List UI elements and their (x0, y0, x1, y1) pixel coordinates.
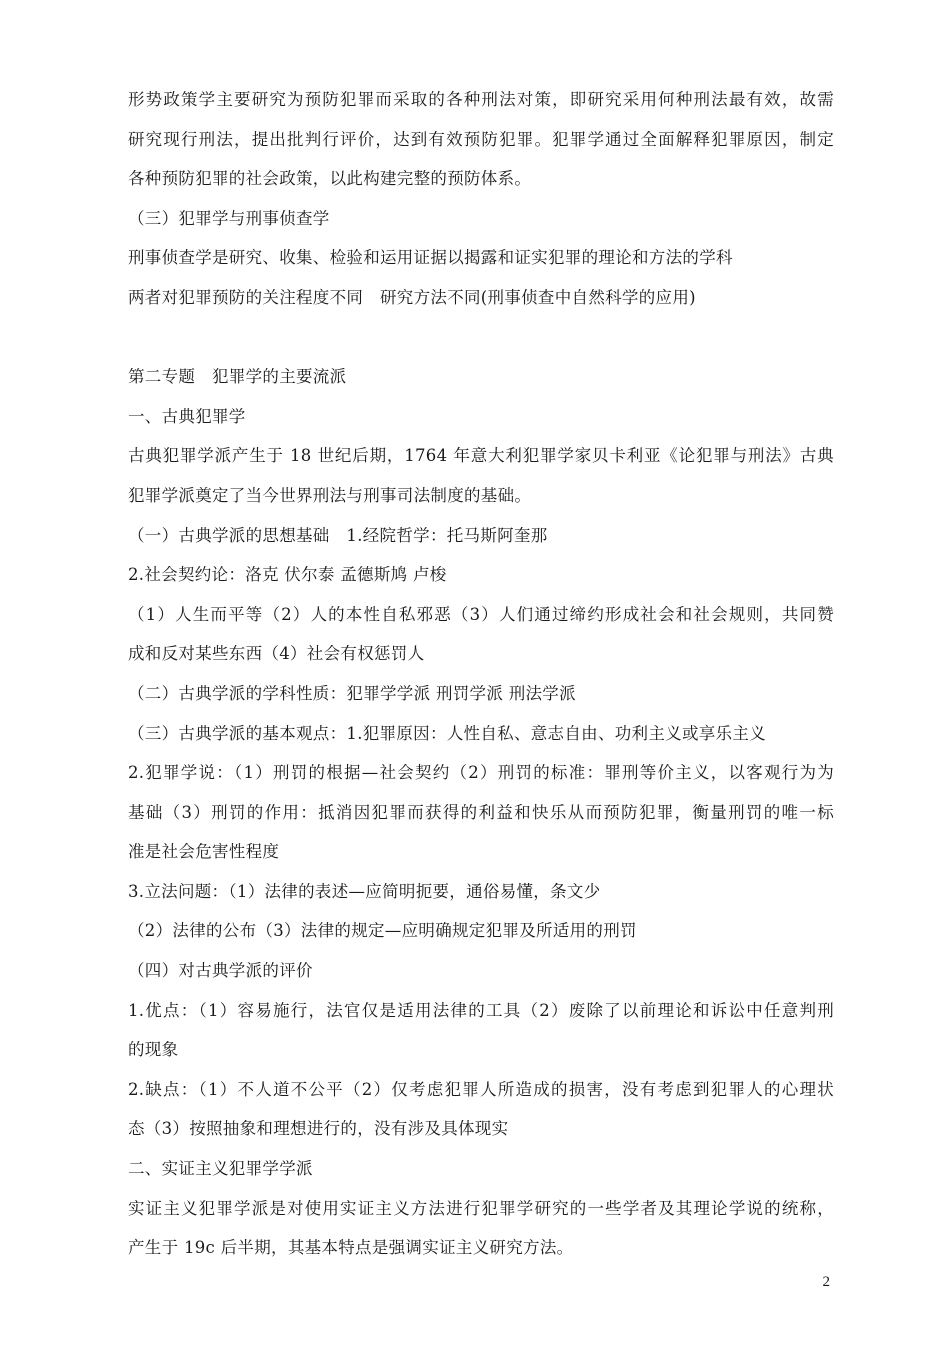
text-line: 形势政策学主要研究为预防犯罪而采取的各种刑法对策，即研究采用何种刑法最有效，故需 (128, 90, 834, 109)
text-line: 2.社会契约论：洛克 伏尔泰 孟德斯鸠 卢梭 (128, 565, 447, 585)
page-number: 2 (822, 1274, 830, 1290)
section-heading: 二、实证主义犯罪学学派 (128, 1159, 313, 1179)
text-line: 准是社会危害性程度 (128, 842, 280, 862)
chapter-heading: 第二专题 犯罪学的主要流派 (128, 367, 347, 387)
section-heading: 一、古典犯罪学 (128, 406, 246, 426)
text-line: 各种预防犯罪的社会政策，以此构建完整的预防体系。 (128, 169, 532, 189)
text-line: 基础（3）刑罚的作用：抵消因犯罪而获得的利益和快乐从而预防犯罪，衡量刑罚的唯一标 (128, 802, 834, 822)
text-line: 2.犯罪学说：（1）刑罚的根据—社会契约（2）刑罚的标准：罪刑等价主义，以客观行为为 (128, 763, 834, 783)
text-line: 两者对犯罪预防的关注程度不同 研究方法不同(刑事侦查中自然科学的应用) (128, 287, 696, 307)
text-line: 2.缺点：（1）不人道不公平（2）仅考虑犯罪人所造成的损害，没有考虑到犯罪人的心理状 (128, 1079, 834, 1099)
subsection-heading: （一）古典学派的思想基础 1.经院哲学：托马斯阿奎那 (128, 525, 548, 545)
paragraph-gap (128, 318, 834, 358)
subsection-heading: （二）古典学派的学科性质：犯罪学学派 刑罚学派 刑法学派 (128, 683, 576, 703)
section-heading: （三）犯罪学与刑事侦查学 (128, 208, 330, 228)
text-line: 的现象 (128, 1040, 179, 1060)
text-line: 研究现行刑法，提出批判行评价，达到有效预防犯罪。犯罪学通过全面解释犯罪原因，制定 (128, 129, 834, 149)
text-line: 犯罪学派奠定了当今世界刑法与刑事司法制度的基础。 (128, 485, 532, 505)
subsection-heading: （三）古典学派的基本观点：1.犯罪原因：人性自私、意志自由、功利主义或享乐主义 (128, 723, 766, 743)
subsection-heading: （四）对古典学派的评价 (128, 961, 313, 981)
text-line: 实证主义犯罪学派是对使用实证主义方法进行犯罪学研究的一些学者及其理论学说的统称， (128, 1198, 834, 1218)
text-line: 产生于 19c 后半期，其基本特点是强调实证主义研究方法。 (128, 1238, 574, 1258)
document-body (128, 80, 834, 1268)
text-line: （2）法律的公布（3）法律的规定—应明确规定犯罪及所适用的刑罚 (128, 921, 637, 941)
text-line: 成和反对某些东西（4）社会有权惩罚人 (128, 644, 425, 664)
text-line: （1）人生而平等（2）人的本性自私邪恶（3）人们通过缔约形成社会和社会规则，共同赞 (128, 604, 834, 624)
text-line: 1.优点：（1）容易施行，法官仅是适用法律的工具（2）废除了以前理论和诉讼中任意判刑 (128, 1000, 834, 1020)
text-line: 3.立法问题：（1）法律的表述—应简明扼要，通俗易懂，条文少 (128, 881, 601, 901)
text-line: 古典犯罪学派产生于 18 世纪后期，1764 年意大利犯罪学家贝卡利亚《论犯罪与刑法》古典 (128, 446, 834, 466)
text-line: 态（3）按照抽象和理想进行的，没有涉及具体现实 (128, 1119, 509, 1139)
text-line: 刑事侦查学是研究、收集、检验和运用证据以揭露和证实犯罪的理论和方法的学科 (128, 248, 733, 268)
